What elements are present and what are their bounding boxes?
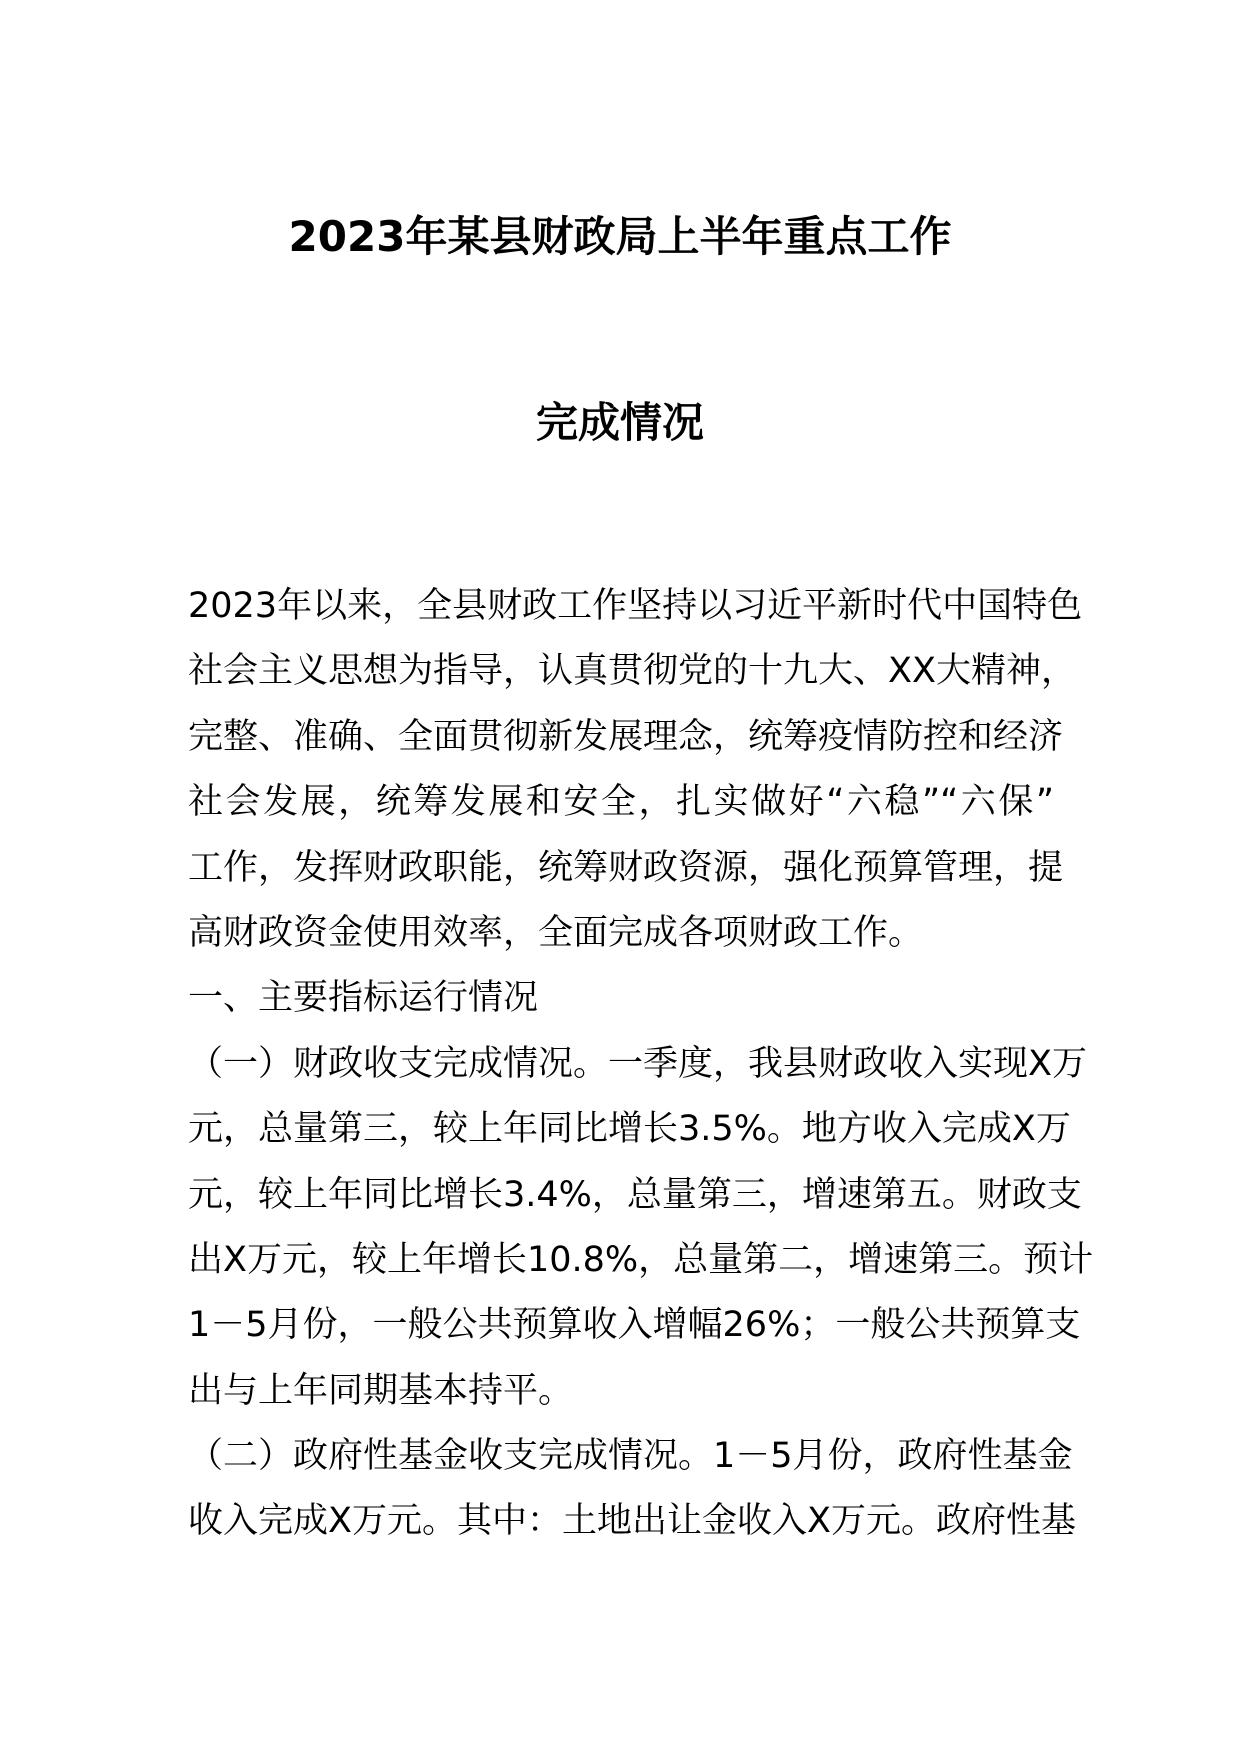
body-text-line: （一）财政收支完成情况。一季度，我县财政收入实现X万	[188, 1043, 1087, 1084]
body-text-line: 出与上年同期基本持平。	[188, 1370, 574, 1411]
body-text-line: 元，总量第三，较上年同比增长3.5%。地方收入完成X万	[188, 1109, 1071, 1150]
body-text-line: 1－5月份，一般公共预算收入增幅26%；一般公共预算支	[188, 1305, 1081, 1346]
body-text-line: 高财政资金使用效率，全面完成各项财政工作。	[188, 912, 924, 953]
body-text-line: 完整、准确、全面贯彻新发展理念，统筹疫情防控和经济	[188, 716, 1064, 757]
body-text-line: 收入完成X万元。其中：土地出让金收入X万元。政府性基	[188, 1501, 1076, 1542]
body-text-line: 工作，发挥财政职能，统筹财政资源，强化预算管理，提	[188, 847, 1064, 888]
body-text-line: 一、主要指标运行情况	[188, 978, 539, 1019]
document-title-line-2: 完成情况	[535, 398, 704, 447]
document-body	[188, 582, 1094, 1563]
body-text-line: 出X万元，较上年增长10.8%，总量第二，增速第三。预计	[188, 1239, 1094, 1280]
body-text-line: （二）政府性基金收支完成情况。1－5月份，政府性基金	[188, 1436, 1073, 1477]
body-text-line: 2023年以来，全县财政工作坚持以习近平新时代中国特色	[188, 586, 1083, 626]
body-text-line: 社会发展，统筹发展和安全，扎实做好“六稳”“六保”	[188, 782, 1054, 823]
body-text-line: 元，较上年同比增长3.4%，总量第三，增速第五。财政支	[188, 1174, 1082, 1215]
document-title-line-1: 2023年某县财政局上半年重点工作	[288, 212, 952, 261]
body-text-line: 社会主义思想为指导，认真贯彻党的十九大、XX大精神，	[188, 651, 1076, 692]
